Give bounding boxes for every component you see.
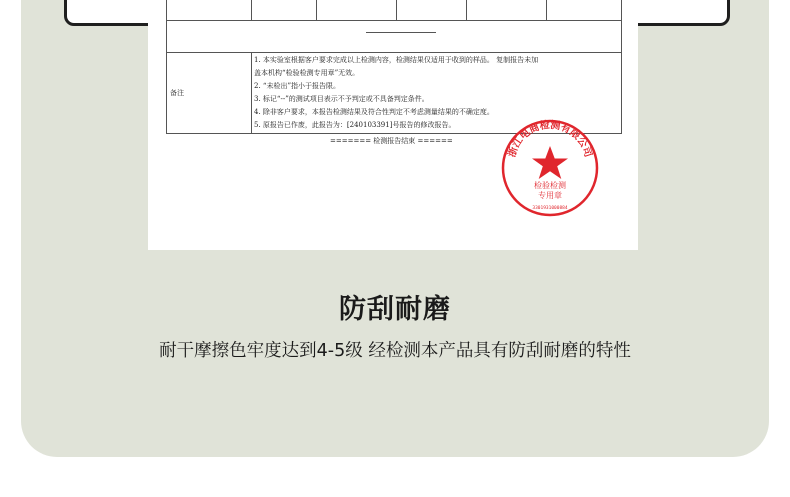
report-table [166, 0, 622, 134]
official-stamp [500, 118, 600, 218]
table-rule [166, 20, 622, 21]
report-end-marker: ======= 检测报告结束 ====== [330, 137, 453, 145]
note-line: 4. 除非客户要求，本报告检测结果及符合性判定不考虑测量结果的不确定度。 [254, 108, 494, 116]
table-col-rule [316, 0, 317, 20]
table-col-rule [546, 0, 547, 20]
table-col-rule [251, 52, 252, 134]
stamp-inner-line1: 检验检测 [534, 181, 566, 190]
feature-description: 耐干摩擦色牢度达到4-5级 经检测本产品具有防刮耐磨的特性 [159, 341, 631, 361]
note-line: 1. 本实验室根据客户要求完成以上检测内容，检测结果仅适用于收到的样品。 复制报告未加 [254, 56, 539, 64]
stamp-inner-line2: 专用章 [538, 191, 562, 200]
stamp-arc-text: 浙江电商检测有限公司 [506, 119, 594, 159]
note-line: 3. 标记“--”的测试项目表示不予判定或不具备判定条件。 [254, 95, 429, 103]
remarks-label: 备注 [170, 89, 184, 97]
note-line: 5. 原报告已作废，此报告为：[240103391]号报告的修改报告。 [254, 121, 456, 129]
star-icon [532, 146, 568, 179]
test-report-image [148, 0, 638, 250]
note-line: 盖本机构“检验检测专用章”无效。 [254, 69, 360, 77]
table-rule [366, 32, 436, 33]
table-col-rule [396, 0, 397, 20]
table-col-rule [466, 0, 467, 20]
table-rule [166, 52, 622, 53]
feature-title: 防刮耐磨 [339, 294, 451, 325]
stamp-code: 3301931000884 [532, 206, 568, 211]
note-line: 2. “未检出”指小于报告限。 [254, 82, 341, 90]
table-col-rule [251, 0, 252, 20]
